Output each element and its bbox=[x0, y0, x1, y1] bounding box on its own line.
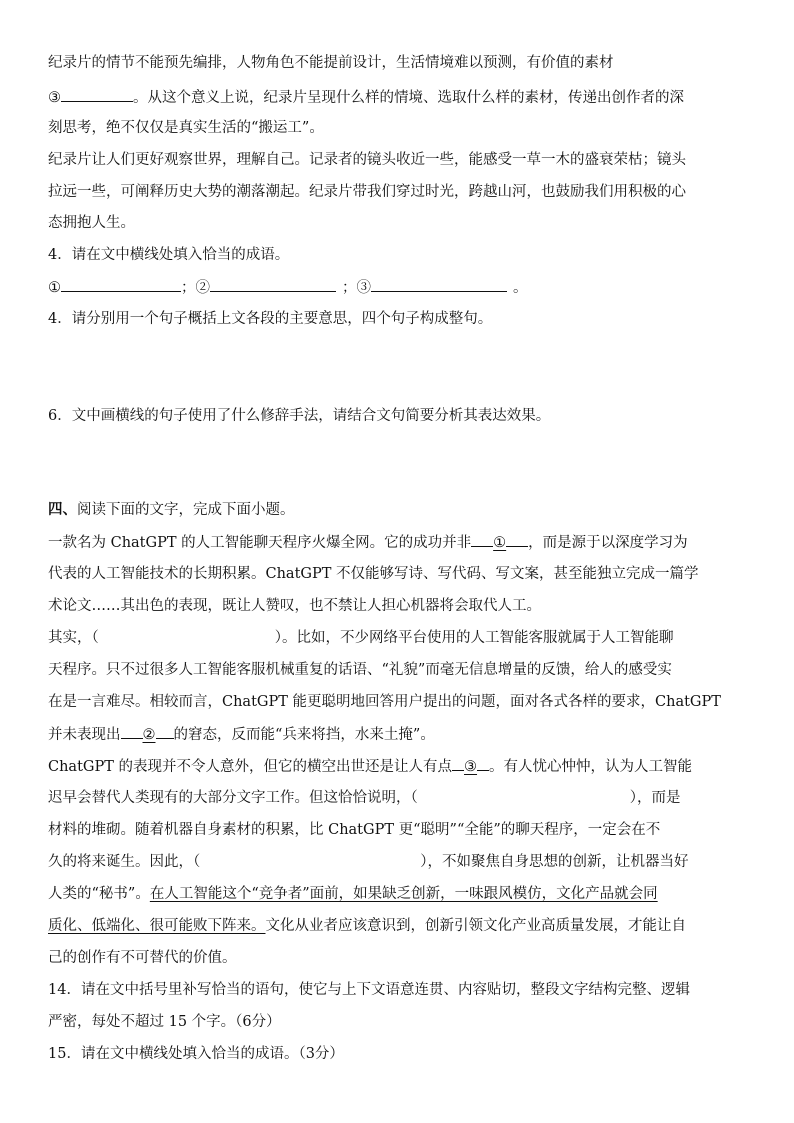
question-15: 15．请在文中横线处填入恰当的成语。（3分） bbox=[48, 1046, 344, 1062]
question-4b: 4．请分别用一个句子概括上文各段的主要意思，四个句子构成整句。 bbox=[48, 311, 493, 327]
fill-blank-2a[interactable] bbox=[121, 724, 143, 739]
text-line: 纪录片的情节不能预先编排，人物角色不能提前设计，生活情境难以预测，有价值的素材 bbox=[48, 55, 614, 71]
blank-marker: ③ bbox=[464, 759, 478, 775]
question-14-cont: 严密，每处不超过 15 个字。（6分） bbox=[48, 1014, 281, 1030]
text-line: 迟早会替代人类现有的大部分文字工作。但这恰恰说明，（ ），而是 bbox=[48, 790, 681, 806]
text-line: 质化、低端化、很可能败下阵来。文化从业者应该意识到，创新引领文化产业高质量发展，才能让自 bbox=[48, 918, 686, 934]
fill-blank-1[interactable] bbox=[61, 277, 181, 292]
fill-blank-3a[interactable] bbox=[452, 756, 464, 771]
section-heading: 四、阅读下面的文字，完成下面小题。 bbox=[48, 501, 295, 518]
question-4a: 4．请在文中横线处填入恰当的成语。 bbox=[48, 247, 290, 263]
text-line: 材料的堆砌。随着机器自身素材的积累，比 ChatGPT 更“聪明”“全能”的聊天程序，一定会在不 bbox=[48, 822, 661, 838]
text-line: 在是一言难尽。相较而言，ChatGPT 能更聪明地回答用户提出的问题，面对各式各样的要求，ChatGPT bbox=[48, 694, 721, 710]
fill-blank-2b[interactable] bbox=[156, 724, 174, 739]
fill-blank-3[interactable] bbox=[371, 277, 507, 292]
text-line: ③ 。从这个意义上说，纪录片呈现什么样的情境、选取什么样的素材，传递出创作者的深 bbox=[48, 87, 748, 108]
blank-marker: ① bbox=[493, 535, 507, 551]
text-line: 术论文……其出色的表现，既让人赞叹，也不禁让人担心机器将会取代人工。 bbox=[48, 598, 541, 614]
blank-marker: ② bbox=[142, 727, 156, 743]
text-line: ChatGPT 的表现并不令人意外，但它的横空出世还是让人有点 ③ 。有人忧心忡忡，认为人工智能 bbox=[48, 756, 748, 777]
text-line: 人类的“秘书”。在人工智能这个“竞争者”面前，如果缺乏创新，一味跟风模仿，文化产品就会同 bbox=[48, 886, 658, 902]
fill-blank-3b[interactable] bbox=[477, 756, 489, 771]
underlined-sentence: 质化、低端化、很可能败下阵来。 bbox=[48, 918, 266, 934]
fill-blank-2[interactable] bbox=[210, 277, 336, 292]
text-line: 代表的人工智能技术的长期积累。ChatGPT 不仅能够写诗、写代码、写文案，甚至能独立完成一篇学 bbox=[48, 566, 699, 582]
fill-blank[interactable] bbox=[61, 87, 133, 102]
answer-blanks: ① ；② ；③ 。 bbox=[48, 277, 748, 298]
text-line: 天程序。只不过很多人工智能客服机械重复的话语、“礼貌”而毫无信息增量的反馈，给人的感受实 bbox=[48, 662, 672, 678]
fill-blank-1a[interactable] bbox=[471, 532, 493, 547]
text-line: 己的创作有不可替代的价值。 bbox=[48, 950, 237, 966]
fill-blank-1b[interactable] bbox=[506, 532, 528, 547]
text-line: 并未表现出 ② 的窘态，反而能“兵来将挡，水来土掩”。 bbox=[48, 724, 748, 745]
text-line: 一款名为 ChatGPT 的人工智能聊天程序火爆全网。它的成功并非 ① ，而是源于以深度学习为 bbox=[48, 532, 748, 553]
question-6: 6．文中画横线的句子使用了什么修辞手法，请结合文句简要分析其表达效果。 bbox=[48, 408, 551, 424]
text-line: 其实，（ ）。比如，不少网络平台使用的人工智能客服就属于人工智能聊 bbox=[48, 630, 674, 646]
text-line: 久的将来诞生。因此，（ ），不如聚焦自身思想的创新，让机器当好 bbox=[48, 854, 689, 870]
question-14: 14．请在文中括号里补写恰当的语句，使它与上下文语意连贯、内容贴切，整段文字结构完整、逻辑 bbox=[48, 982, 690, 998]
text-line: 刻思考，绝不仅仅是真实生活的“搬运工”。 bbox=[48, 120, 324, 136]
text-line: 拉远一些，可阐释历史大势的潮落潮起。纪录片带我们穿过时光，跨越山河，也鼓励我们用积极的心 bbox=[48, 184, 686, 200]
underlined-sentence: 在人工智能这个“竞争者”面前，如果缺乏创新，一味跟风模仿，文化产品就会同 bbox=[149, 886, 658, 902]
blank-marker: ③ bbox=[48, 90, 61, 106]
text-line: 态拥抱人生。 bbox=[48, 215, 135, 231]
text-line: 纪录片让人们更好观察世界，理解自己。记录者的镜头收近一些，能感受一草一木的盛衰荣枯；镜头 bbox=[48, 152, 686, 168]
